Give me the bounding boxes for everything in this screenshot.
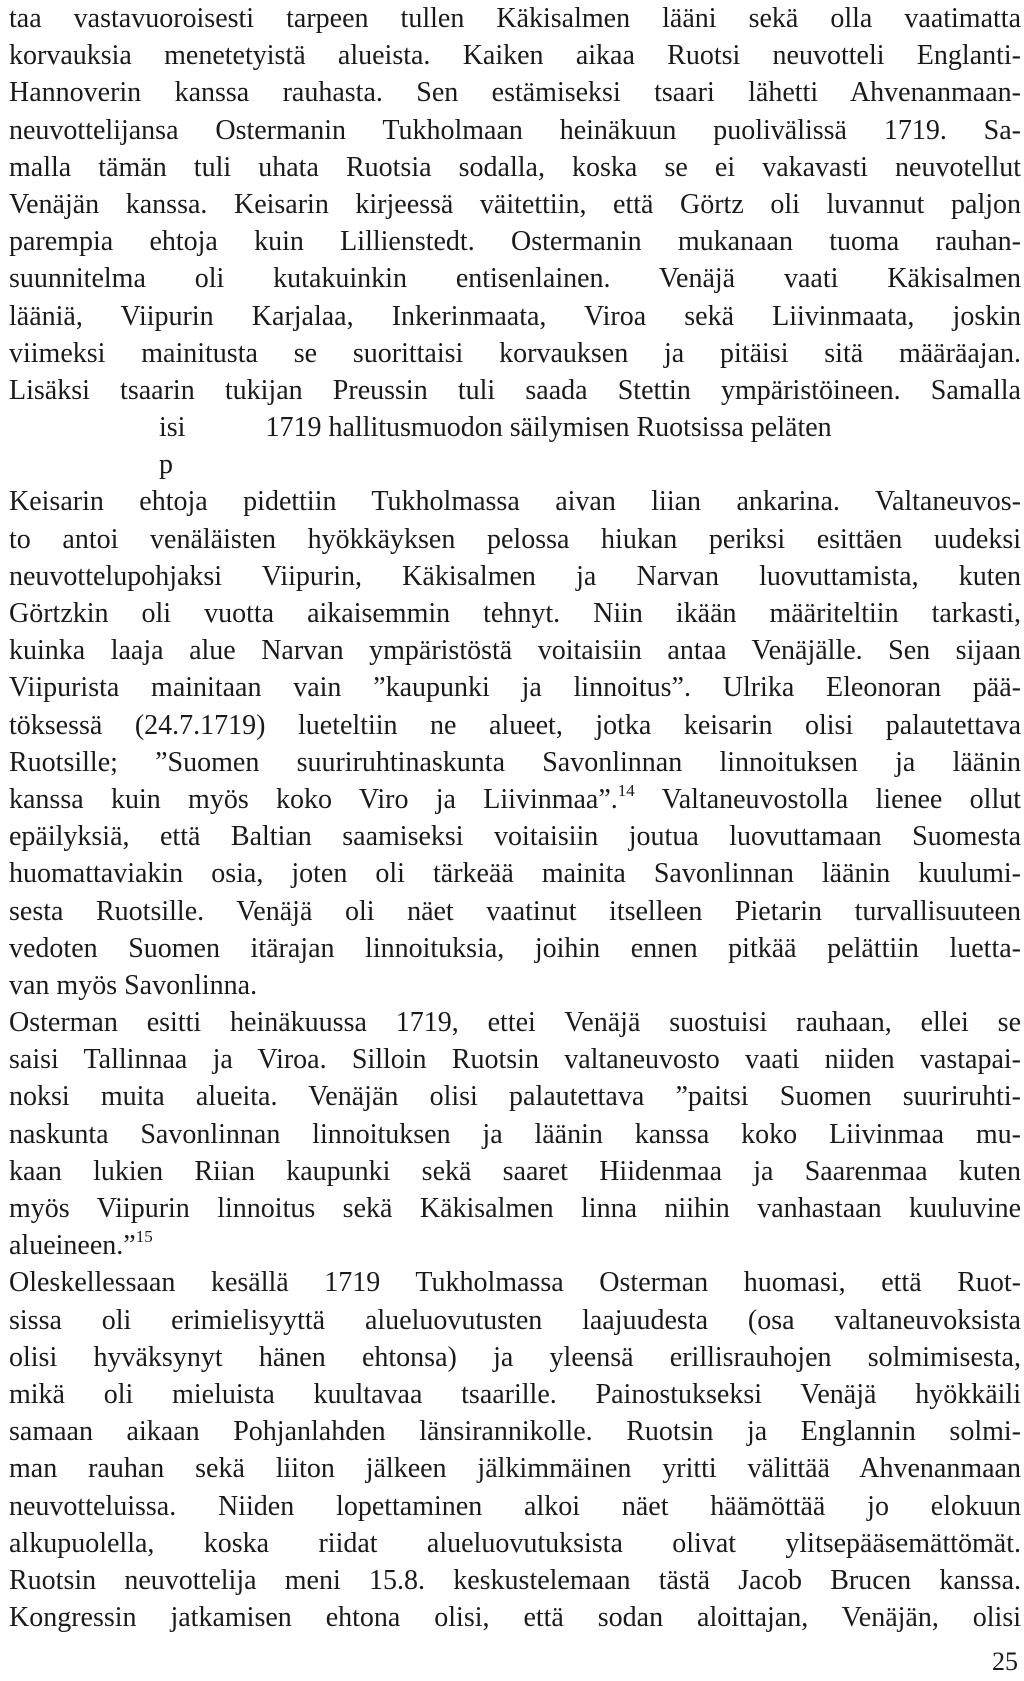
footnote-ref-15: 15: [135, 1227, 153, 1247]
text-segment: Valtaneuvostolla lienee ollut: [634, 783, 1021, 815]
text-segment: alueineen.”: [9, 1230, 136, 1262]
text-line: alkupuolella, koska riidat alueluovutuksista olivat ylitsepääsemättömät.: [9, 1527, 1021, 1559]
text-line: saisi Tallinnaa ja Viroa. Silloin Ruotsin valtaneuvosto vaati niiden vastapai-: [9, 1044, 1021, 1076]
text-line: taa vastavuoroisesti tarpeen tullen Käkisalmen lääni sekä olla vaatimatta: [9, 3, 1021, 34]
text-line: epäilyksiä, että Baltian saamiseksi voitaisiin joutua luovuttamaan Suomesta: [9, 821, 1021, 853]
text-line: myös Viipurin linnoitus sekä Käkisalmen linna niihin vanhastaan kuuluvine: [9, 1193, 1021, 1224]
text-line: kuinka laaja alue Narvan ympäristöstä voitaisiin antaa Venäjälle. Sen sijaan: [9, 635, 1021, 667]
text-line: Venäjän kanssa. Keisarin kirjeessä väitettiin, että Görtz oli luvannut paljon: [9, 188, 1021, 220]
text-line: olisi hyväksynyt hänen ehtonsa) ja yleensä erillisrauhojen solmimisesta,: [9, 1341, 1021, 1373]
text-line: vedoten Suomen itärajan linnoituksia, joihin ennen pitkää pelättiin luetta-: [9, 932, 1021, 964]
text-line: Kongressin jatkamisen ehtona olisi, että sodan aloittajan, Venäjän, olisi: [9, 1602, 1021, 1634]
text-line: kaan lukien Riian kaupunki sekä saaret Hiidenmaa ja Saarenmaa kuten: [9, 1155, 1021, 1187]
text-line: Oleskellessaan kesällä 1719 Tukholmassa Osterman huomasi, että Ruot-: [9, 1267, 1021, 1299]
text-line: neuvotteluissa. Niiden lopettaminen alkoi näet häämöttää jo elokuun: [9, 1490, 1021, 1522]
text-line: man rauhan sekä liiton jälkeen jälkimmäinen yritti välittää Ahvenanmaan: [9, 1453, 1021, 1485]
text-line: töksessä (24.7.1719) lueteltiin ne alueet, jotka keisarin olisi palautettava: [9, 709, 1021, 741]
text-line: Keisarin ehtoja pidettiin Tukholmassa aivan liian ankarina. Valtaneuvos-: [9, 486, 1021, 518]
text-line: suunnitelma oli kutakuinkin entisenlainen. Venäjä vaati Käkisalmen: [9, 263, 1021, 295]
text-line: to antoi venäläisten hyökkäyksen pelossa hiukan periksi esittäen uudeksi: [9, 523, 1021, 555]
fragment-left: isi: [159, 412, 186, 444]
text-line: lääniä, Viipurin Karjalaa, Inkerinmaata, Viroa sekä Liivinmaata, joskin: [9, 300, 1021, 332]
body-text: [9, 0, 1021, 1636]
text-line: korvauksia menetetyistä alueista. Kaiken aikaa Ruotsi neuvotteli Englanti-: [9, 40, 1021, 72]
fragment-line: [9, 409, 1021, 446]
text-line: Lisäksi tsaarin tukijan Preussin tuli saada Stettin ympäristöineen. Samalla: [9, 374, 1021, 406]
text-line: neuvottelupohjaksi Viipurin, Käkisalmen ja Narvan luovuttamista, kuten: [9, 560, 1021, 592]
text-line: Ruotsin neuvottelija meni 15.8. keskustelemaan tästä Jacob Brucen kanssa.: [9, 1564, 1021, 1596]
text-line: viimeksi mainitusta se suorittaisi korvauksen ja pitäisi sitä määräajan.: [9, 337, 1021, 369]
text-line: samaan aikaan Pohjanlahden länsirannikolle. Ruotsin ja Englannin solmi-: [9, 1416, 1021, 1448]
text-line: noksi muita alueita. Venäjän olisi palautettava ”paitsi Suomen suuriruhti-: [9, 1081, 1021, 1113]
text-segment: kanssa kuin myös koko Viro ja Liivinmaa”.: [9, 783, 618, 815]
stray-letter-line: [9, 446, 1021, 483]
paragraph-end-line: van myös Savonlinna.: [9, 969, 258, 1001]
text-line: Osterman esitti heinäkuussa 1719, ettei Venäjä suostuisi rauhaan, ellei se: [9, 1007, 1021, 1039]
text-line: malla tämän tuli uhata Ruotsia sodalla, koska se ei vakavasti neuvotellut: [9, 151, 1021, 183]
fragment-right: 1719 hallitusmuodon säilymisen Ruotsissa peläten: [265, 412, 832, 444]
stray-letter: p: [159, 449, 173, 481]
page-number: 25: [992, 1647, 1018, 1676]
text-line: neuvottelijansa Ostermanin Tukholmaan heinäkuun puolivälissä 1719. Sa-: [9, 114, 1021, 146]
text-line-footnote-14: [9, 781, 1021, 818]
text-line-footnote-15: [9, 1227, 1021, 1264]
text-line: Ruotsille; ”Suomen suuriruhtinaskunta Savonlinnan linnoituksen ja läänin: [9, 746, 1021, 778]
text-line: parempia ehtoja kuin Lillienstedt. Ostermanin mukanaan tuoma rauhan-: [9, 226, 1021, 258]
text-line: Hannoverin kanssa rauhasta. Sen estämiseksi tsaari lähetti Ahvenanmaan-: [9, 77, 1021, 109]
text-line: Viipurista mainitaan vain ”kaupunki ja linnoitus”. Ulrika Eleonoran pää-: [9, 672, 1021, 704]
text-line: naskunta Savonlinnan linnoituksen ja läänin kanssa koko Liivinmaa mu-: [9, 1118, 1021, 1150]
text-line: sesta Ruotsille. Venäjä oli näet vaatinut itselleen Pietarin turvallisuuteen: [9, 895, 1021, 927]
text-line: sissa oli erimielisyyttä alueluovutusten laajuudesta (osa valtaneuvoksista: [9, 1304, 1021, 1336]
text-line: Görtzkin oli vuotta aikaisemmin tehnyt. Niin ikään määriteltiin tarkasti,: [9, 598, 1021, 629]
text-line: huomattaviakin osia, joten oli tärkeää mainita Savonlinnan läänin kuulumi-: [9, 858, 1021, 890]
footnote-ref-14: 14: [617, 780, 635, 800]
text-line: mikä oli mieluista kuultavaa tsaarille. Painostukseksi Venäjä hyökkäili: [9, 1378, 1021, 1410]
